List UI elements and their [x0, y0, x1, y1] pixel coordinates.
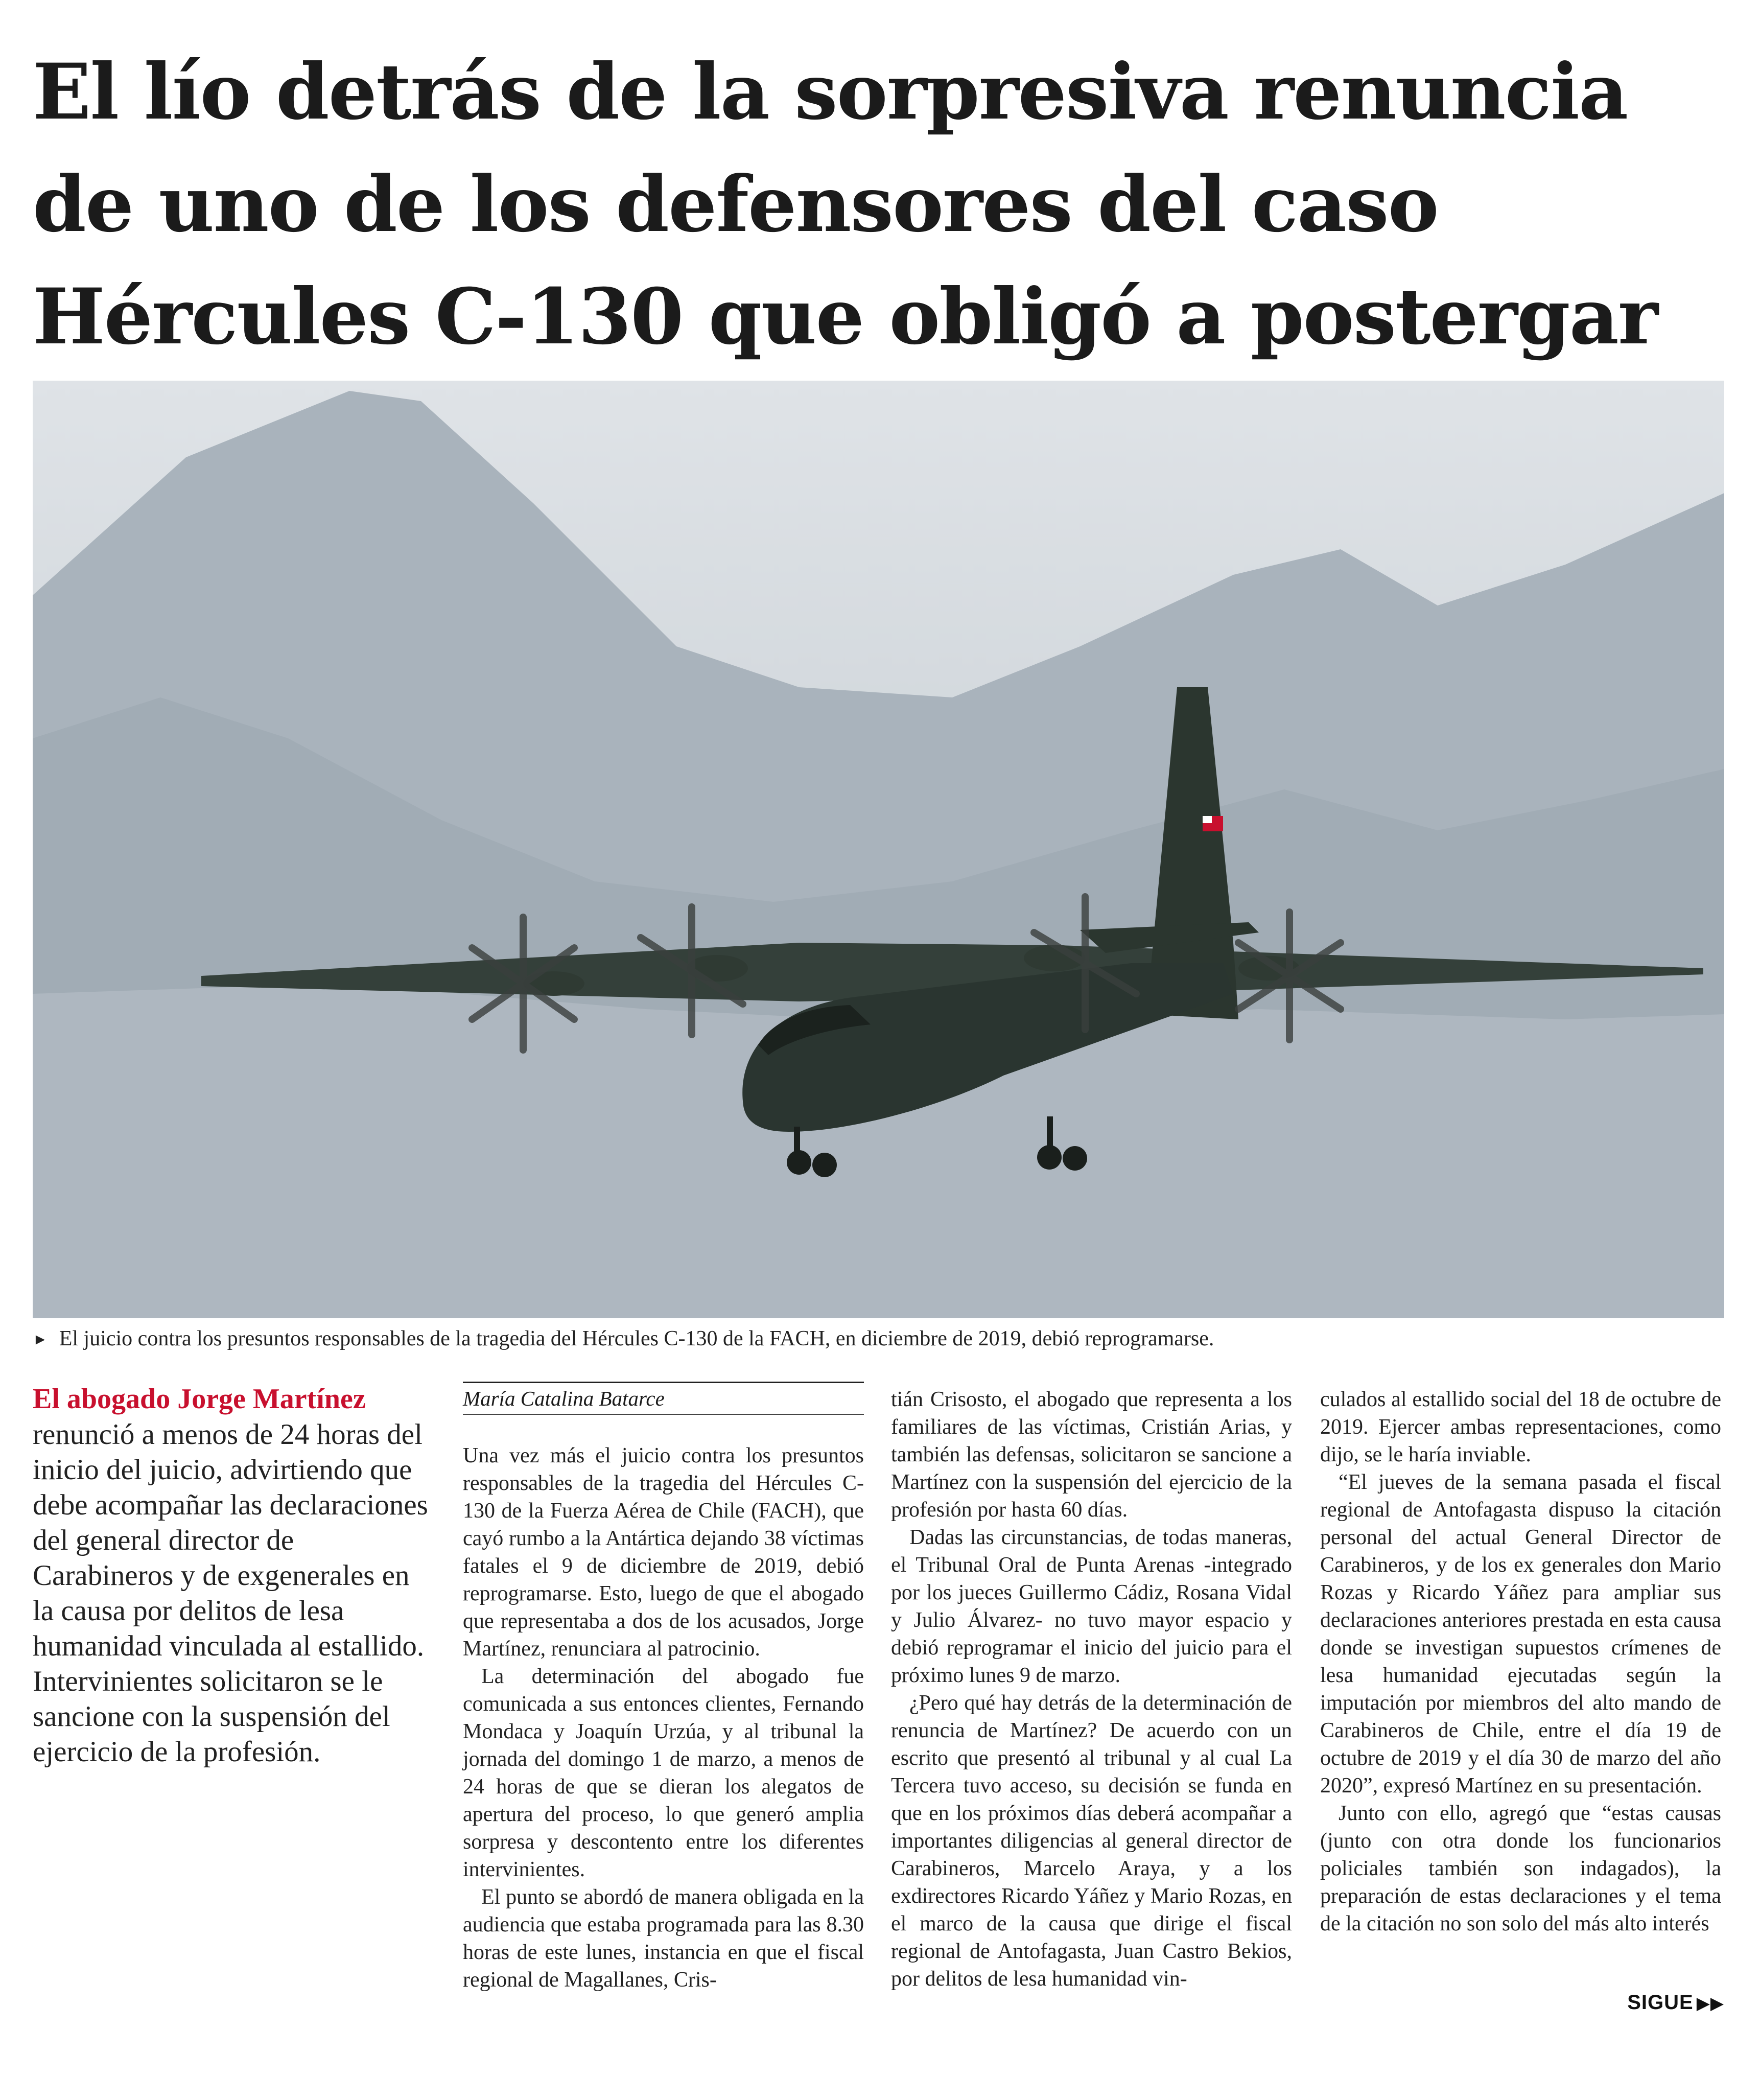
- byline: María Catalina Batarce: [463, 1382, 864, 1415]
- paragraph: culados al estallido social del 18 de octubre de 2019. Ejercer ambas representaciones, como dijo, se le haría inviable.: [1320, 1388, 1721, 1466]
- paragraph: Dadas las circunstancias, de todas maneras, el Tribunal Oral de Punta Arenas -integrado por los jueces Guillermo Cádiz, Rosana Vidal y Julio Álvarez- no tuvo mayor espacio y debió reprogramar el inicio del juicio para el próximo lunes 9 de marzo.: [891, 1526, 1292, 1687]
- paragraph: Una vez más el juicio contra los presuntos responsables de la tragedia del Hércules C-130 de la Fuerza Aérea de Chile (FACH), que cayó rumbo a la Antártica dejando 38 víctimas fatales el 9 de diciembre de 2019, debió reprogramarse. Esto, luego de que el abogado que representaba a dos de los acusados, Jorge Martínez, renunciara al patrocinio.: [463, 1444, 864, 1661]
- lead-text: renunció a menos de 24 horas del inicio del juicio, advirtiendo que debe acompañar las declaraciones del general director de Carabineros y de exgenerales en la causa por delitos de lesa humanidad vinculada al estallido. Intervinientes solicitaron se le sancione con la suspensión del ejercicio de la profesión.: [33, 1418, 428, 1768]
- lead-summary: [33, 1382, 431, 1769]
- caption-text: El juicio contra los presuntos responsables de la tragedia del Hércules C-130 de la FACH, en diciembre de 2019, debió reprogramarse.: [59, 1327, 1214, 1350]
- sigue-text: SIGUE: [1627, 1991, 1694, 2014]
- paragraph: ¿Pero qué hay detrás de la determinación de renuncia de Martínez? De acuerdo con un escrito que presentó al tribunal y al cual La Tercera tuvo acceso, su decisión se funda en que en los próximos días deberá acompañar a importantes diligencias al general director de Carabineros, Marcelo Araya, y a los exdirectores Ricardo Yáñez y Mario Rozas, en el marco de la causa que dirige el fiscal regional de Antofagasta, Juan Castro Bekios, por delitos de lesa humanidad vin-: [891, 1691, 1292, 1991]
- photo-caption: [33, 1324, 1724, 1353]
- paragraph: La determinación del abogado fue comunicada a sus entonces clientes, Fernando Mondaca y Joaquín Urzúa, y al tribunal la jornada del domingo 1 de marzo, a menos de 24 horas de que se dieran los alegatos de apertura del proceso, lo que generó amplia sorpresa y descontento entre los diferentes intervinientes.: [463, 1665, 864, 1881]
- article-column-1: [463, 1442, 864, 1994]
- headline: El lío detrás de la sorpresiva renuncia de uno de los defensores del caso Hércules C-130 que obligó a postergar: [33, 47, 1657, 362]
- paragraph: tián Crisosto, el abogado que representa a los familiares de las víctimas, Cristián Arias, y también las defensas, solicitaron se sancione a Martínez con la suspensión del ejercicio de la profesión por hasta 60 días.: [891, 1388, 1292, 1522]
- caption-marker: ►: [33, 1331, 48, 1348]
- arrow-right-icon: ▶▶: [1696, 1994, 1724, 2013]
- paragraph: El punto se abordó de manera obligada en la audiencia que estaba programada para las 8.30 horas de este lunes, instancia en que el fiscal regional de Magallanes, Cris-: [463, 1885, 864, 1992]
- continue-label: [1627, 1990, 1724, 2016]
- article-column-3: [1320, 1386, 1721, 1938]
- paragraph: Junto con ello, agregó que “estas causas (junto con otra donde los funcionarios policiales también son indagados), la preparación de estas declaraciones y el tema de la citación no son solo del más alto interés: [1320, 1802, 1721, 1935]
- article-column-2: [891, 1386, 1292, 1993]
- paragraph: “El jueves de la semana pasada el fiscal regional de Antofagasta dispuso la citación personal del actual General Director de Carabineros, y de los ex generales don Mario Rozas y Ricardo Yáñez para ampliar sus declaraciones anteriores prestada en esta causa donde se investigan supuestos crímenes de lesa humanidad ejecutadas según la imputación por miembros del alto mando de Carabineros de Chile, entre el día 19 de octubre de 2019 y el día 30 de marzo del año 2020”, expresó Martínez en su presentación.: [1320, 1471, 1721, 1798]
- lead-kicker: El abogado Jorge Martínez: [33, 1383, 366, 1415]
- hercules-aircraft-photo: [33, 381, 1724, 1318]
